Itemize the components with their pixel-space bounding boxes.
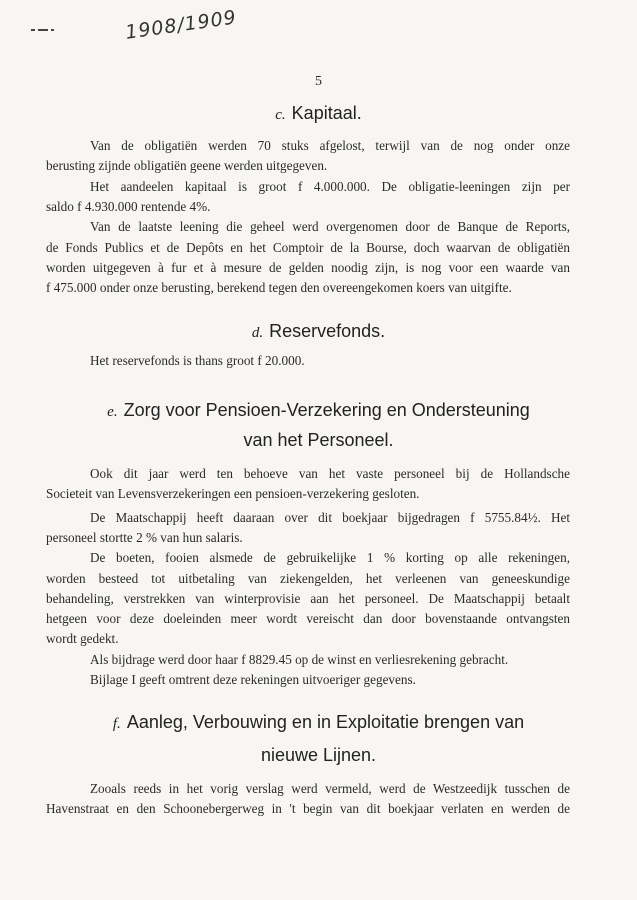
section-letter: d. <box>251 325 264 341</box>
paragraph-line: saldo f 4.930.000 rentende 4%. <box>46 199 211 214</box>
paragraph-line: Het reservefonds is thans groot f 20.000. <box>90 353 305 368</box>
section-title: van het Personeel. <box>243 430 394 450</box>
section-title: Zorg voor Pensioen-Verzekering en Ondersteuning <box>123 400 530 420</box>
paragraph-line: Havenstraat en den Schoonebergerweg in 't begin van dit boekjaar verlaten en werden de <box>46 801 570 816</box>
paragraph-line: hetgeen voor deze doeleinden meer wordt vereischt dan door bovenstaande ontvangsten <box>46 611 570 626</box>
section-heading <box>0 103 637 124</box>
section-title: nieuwe Lijnen. <box>260 745 377 765</box>
section-letter: c. <box>275 107 286 123</box>
section-heading <box>0 745 637 766</box>
paragraph-line: Als bijdrage werd door haar f 8829.45 op de winst en verliesrekening gebracht. <box>90 652 509 667</box>
paragraph-line: berusting zijnde obligatiën geene werden uitgegeven. <box>46 158 328 173</box>
paragraph-line: Zooals reeds in het vorig verslag werd vermeld, werd de Westzeedijk tusschen de <box>90 781 570 796</box>
paragraph-line: Ook dit jaar werd ten behoeve van het vaste personeel bij de Hollandsche <box>90 466 570 481</box>
section-heading <box>0 430 637 451</box>
paragraph-line: wordt gedekt. <box>46 631 119 646</box>
section-letter: f. <box>112 716 121 732</box>
paragraph-line: de Fonds Publics et de Depôts en het Comptoir de la Bourse, doch waarvan de obligatiën <box>46 240 570 255</box>
paragraph-line: Van de obligatiën werden 70 stuks afgelost, terwijl van de nog onder onze <box>90 138 570 153</box>
paragraph-line: worden besteed tot uitbetaling van ziekengelden, het verleenen van geneeskundige <box>46 571 570 586</box>
paragraph-line: Bijlage I geeft omtrent deze rekeningen uitvoeriger gegevens. <box>90 672 416 687</box>
section-title: Kapitaal. <box>291 103 362 123</box>
section-heading <box>0 321 637 342</box>
ink-mark <box>51 29 54 31</box>
ink-mark <box>31 29 35 31</box>
paragraph-line: Societeit van Levensverzekeringen een pensioen-verzekering gesloten. <box>46 486 420 501</box>
section-title: Reservefonds. <box>269 321 386 341</box>
paragraph-line: personeel stortte 2 % van hun salaris. <box>46 530 243 545</box>
paragraph-line: De Maatschappij heeft daaraan over dit boekjaar bijgedragen f 5755.84½. Het <box>90 510 570 525</box>
paragraph-line: Van de laatste leening die geheel werd overgenomen door de Banque de Reports, <box>90 219 570 234</box>
paragraph-line: De boeten, fooien alsmede de gebruikelijke 1 % korting op alle rekeningen, <box>90 550 570 565</box>
paragraph-line: f 475.000 onder onze berusting, berekend tegen den overeengekomen koers van uitgifte. <box>46 280 512 295</box>
section-heading <box>0 712 637 733</box>
paragraph-line: Het aandeelen kapitaal is groot f 4.000.000. De obligatie-leeningen zijn per <box>90 179 570 194</box>
ink-mark <box>38 29 48 31</box>
paragraph-line: behandeling, verstrekken van winterprovisie aan het personeel. De Maatschappij betaalt <box>46 591 570 606</box>
paragraph-line: worden uitgegeven à fur et à mesure de gelden noodig zijn, is nog voor een waarde van <box>46 260 570 275</box>
section-letter: e. <box>107 404 118 420</box>
section-title: Aanleg, Verbouwing en in Exploitatie brengen van <box>126 712 525 732</box>
section-heading <box>0 400 637 421</box>
page-number: 5 <box>315 74 322 89</box>
handwritten-year-note: 1908/1909 <box>124 6 239 44</box>
